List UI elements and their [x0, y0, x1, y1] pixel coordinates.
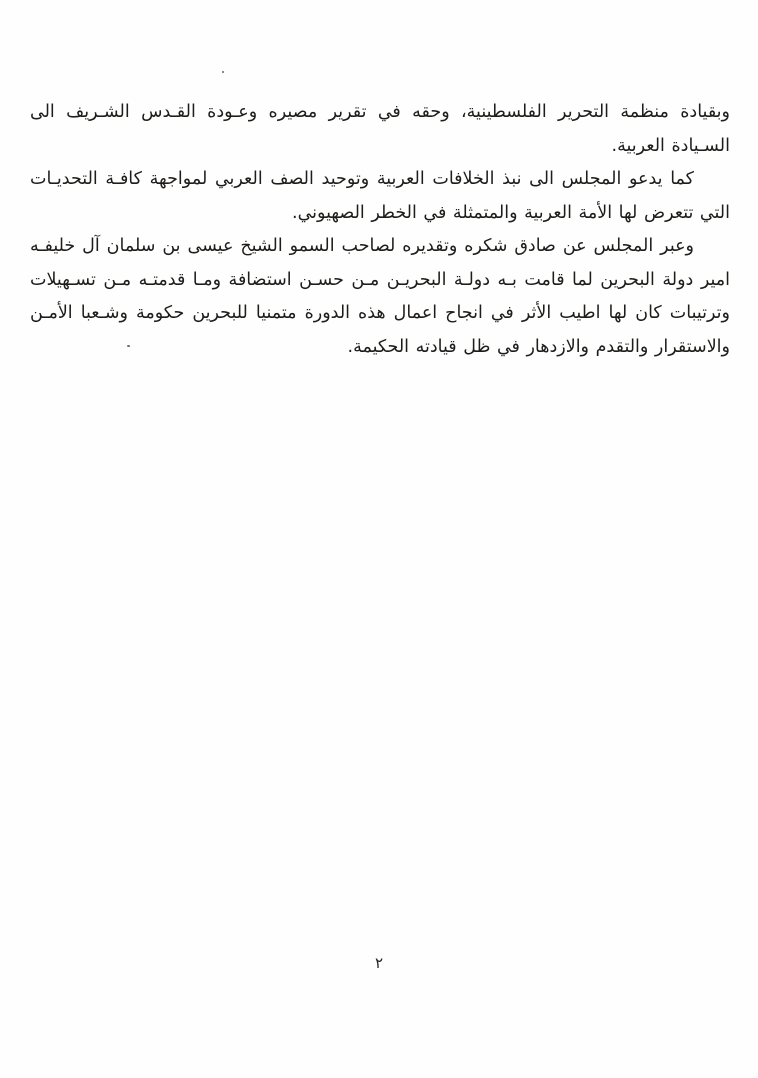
document-body-text	[30, 96, 730, 364]
paragraph-thanks-bahrain: وعبر المجلس عن صادق شكره وتقديره لصاحب السمو الشيخ عيسى بن سلمان آل خليفـه امير دولة البحرين لما قامت بـه دولـة البحريـن مـن حسـن استضافة ومـا قدمتـه مـن تسـهيلات وترتيبات كان لها اطيب الأثر في انجاح اعمال هذه الدورة متمنيا للبحرين حكومة وشـعبا الأمـن والاستقرار والتقدم والازدهار في ظل قيادته الحكيمة.	[30, 236, 730, 357]
page-number: ٢	[374, 954, 384, 972]
paragraph-continuation: وبقيادة منظمة التحرير الفلسطينية، وحقه في تقرير مصيره وعـودة القـدس الشـريف الى السـيادة العربية.	[30, 102, 730, 156]
paragraph-arab-unity: كما يدعو المجلس الى نبذ الخلافات العربية وتوحيد الصف العربي لمواجهة كافـة التحديـات التي تتعرض لها الأمة العربية والمتمثلة في الخطر الصهيوني.	[30, 169, 730, 223]
scan-speck	[222, 71, 224, 73]
